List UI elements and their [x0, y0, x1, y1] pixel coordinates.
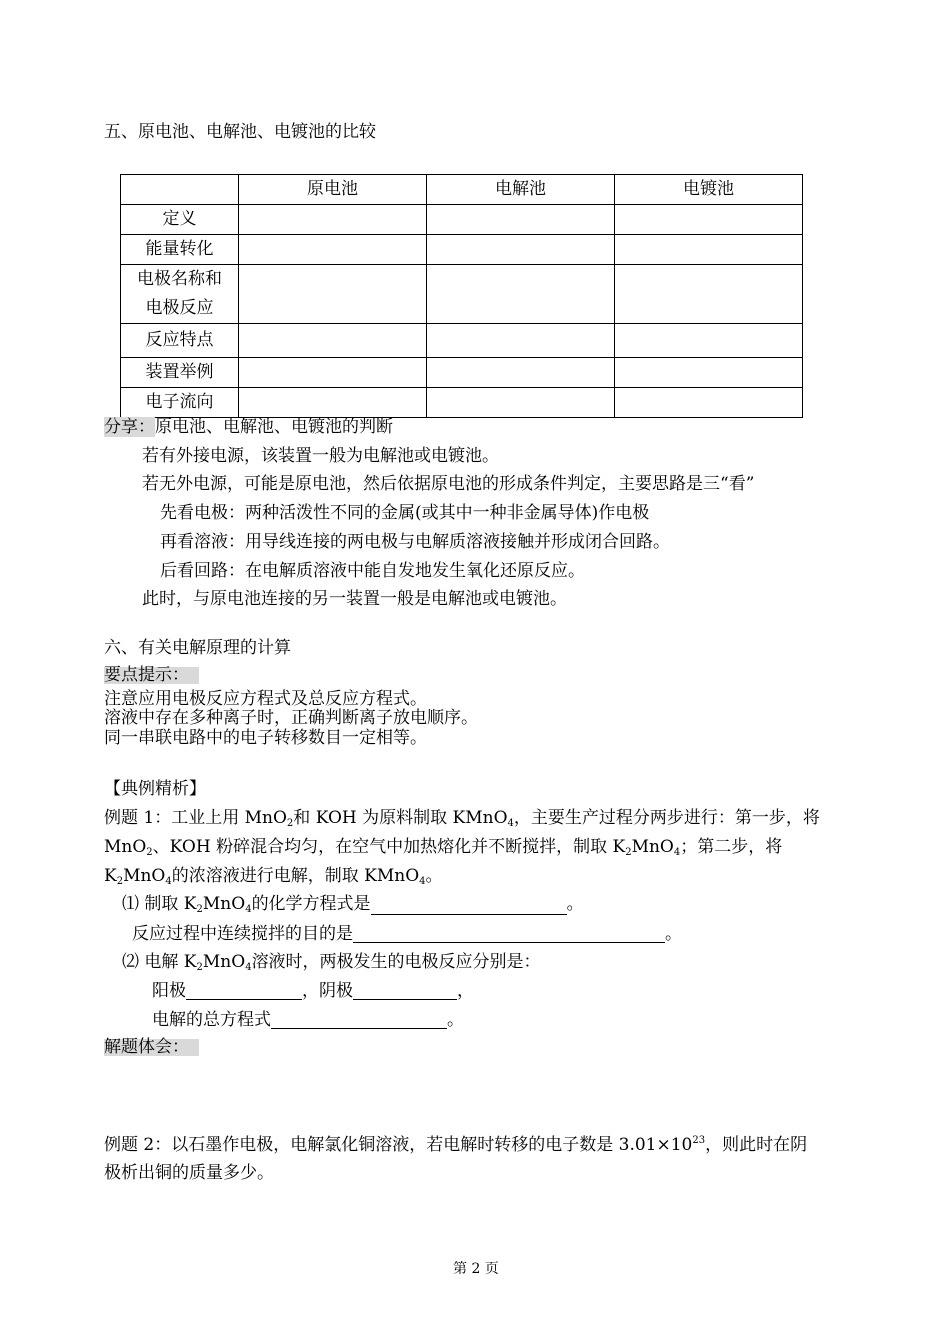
text: ，: [302, 981, 319, 1001]
text: MnO: [631, 837, 674, 857]
table-cell: [615, 324, 803, 358]
share-text-5: 后看回路：在电解质溶液中能自发地发生氧化还原反应。: [160, 561, 585, 581]
text: ，主要生产过程分两步进行：第一步，将: [513, 808, 820, 828]
examples-heading: 【典例精析】: [104, 779, 206, 799]
share-text-6: 此时，与原电池连接的另一装置一般是电解池或电镀池。: [142, 589, 567, 609]
table-header-row: [121, 175, 803, 205]
share-text-4: 再看溶液：用导线连接的两电极与电解质溶液接触并形成闭合回路。: [160, 532, 670, 552]
table-row: [121, 324, 803, 358]
answer-blank-total[interactable]: [271, 1011, 447, 1029]
subscript: 4: [419, 876, 426, 887]
table-cell: [615, 358, 803, 388]
subscript: 4: [245, 962, 252, 973]
ex1-total: [152, 1011, 464, 1029]
subscript: 4: [245, 904, 252, 915]
subscript: 2: [196, 904, 203, 915]
table-cell: [615, 388, 803, 418]
share-text-1: 若有外接电源，该装置一般为电解池或电镀池。: [142, 446, 499, 466]
text: 的浓溶液进行电解，制取 KMnO: [171, 866, 420, 886]
table-cell: [239, 358, 427, 388]
subscript: 4: [507, 818, 514, 829]
row-label-electrode: [121, 265, 239, 324]
comparison-table: [120, 174, 803, 418]
table-cell: [427, 358, 615, 388]
table-cell: [427, 265, 615, 324]
table-header-electrolytic: 电解池: [427, 175, 615, 205]
answer-blank-q1b[interactable]: [353, 925, 665, 943]
text: 溶液时，两极发生的电极反应分别是：: [251, 952, 541, 972]
table-row: [121, 235, 803, 265]
text: 。: [665, 924, 682, 944]
table-row: [121, 388, 803, 418]
table-row: [121, 358, 803, 388]
table-header-galvanic: 原电池: [239, 175, 427, 205]
answer-blank-q1[interactable]: [371, 897, 567, 915]
tip-1: 注意应用电极反应方程式及总反应方程式。: [104, 689, 427, 709]
text: 。: [566, 894, 584, 914]
table-cell: [615, 205, 803, 235]
table-cell: [615, 235, 803, 265]
ex1-question2: [122, 954, 541, 973]
text: MnO: [104, 837, 147, 857]
table-cell: [615, 265, 803, 324]
table-cell: [239, 265, 427, 324]
page-number: 第 2 页: [453, 1261, 499, 1277]
text: K: [104, 866, 117, 886]
text: 和 KOH 为原料制取 KMnO: [293, 808, 508, 828]
text: 的化学方程式是: [251, 894, 371, 914]
share-title: 原电池、电解池、电镀池的判断: [155, 417, 393, 437]
text: 例题 1：工业上用 MnO: [104, 808, 287, 828]
subscript: 2: [196, 962, 203, 973]
reflection-label: 解题体会：: [104, 1039, 199, 1056]
tip-3: 同一串联电路中的电子转移数目一定相等。: [104, 728, 427, 748]
share-text-2: 若无外电源，可能是原电池，然后依据原电池的形成条件判定，主要思路是三“看”: [142, 474, 755, 494]
row-label-definition: 定义: [121, 205, 239, 235]
table-cell: [427, 324, 615, 358]
table-header-empty: [121, 175, 239, 205]
table-cell: [427, 235, 615, 265]
text: 阳极: [152, 981, 186, 1001]
text: ；第二步，将: [680, 837, 783, 857]
text: ，: [457, 981, 474, 1001]
text: MnO: [202, 952, 246, 972]
tip-2: 溶液中存在多种离子时，正确判断离子放电顺序。: [104, 708, 478, 728]
table-cell: [239, 235, 427, 265]
text: ⑴ 制取 K: [122, 894, 197, 914]
ex1-line1: [104, 810, 820, 829]
subscript: 4: [165, 876, 172, 887]
subscript: 4: [673, 847, 681, 858]
text: MnO: [123, 866, 166, 886]
ex2-line1: [104, 1136, 807, 1154]
subscript: 2: [625, 847, 632, 858]
table-cell: [239, 205, 427, 235]
text: 例题 2：以石墨作电极，电解氯化铜溶液，若电解时转移的电子数是 3.01×10: [104, 1135, 693, 1155]
table-cell: [427, 388, 615, 418]
table-cell: [427, 205, 615, 235]
tips-label: 要点提示：: [104, 667, 199, 684]
share-label: 分享：: [104, 417, 155, 437]
subscript: 2: [116, 876, 124, 887]
share-text-3: 先看电极：两种活泼性不同的金属(或其中一种非金属导体)作电极: [160, 503, 650, 523]
ex2-line2: 极析出铜的质量多少。: [104, 1163, 274, 1183]
table-header-electroplating: 电镀池: [615, 175, 803, 205]
row-label-features: 反应特点: [121, 324, 239, 358]
text: 、KOH 粉碎混合均匀，在空气中加热熔化并不断搅拌，制取 K: [152, 837, 626, 857]
row-label-energy: 能量转化: [121, 235, 239, 265]
text: 阴极: [319, 981, 353, 1001]
subscript: 2: [146, 847, 153, 858]
row-label-electrode-line2: 电极反应: [145, 298, 214, 318]
share-line: [104, 419, 393, 436]
row-label-examples: 装置举例: [121, 358, 239, 388]
table-cell: [239, 324, 427, 358]
table-row: [121, 205, 803, 235]
row-label-electrode-line1: 电极名称和: [137, 269, 222, 289]
ex1-question1b: [132, 925, 682, 943]
text: MnO: [202, 894, 246, 914]
ex1-electrodes: [152, 982, 474, 1000]
subscript: 2: [286, 818, 294, 829]
answer-blank-anode[interactable]: [186, 982, 302, 1000]
answer-blank-cathode[interactable]: [353, 982, 457, 1000]
table-row: [121, 265, 803, 324]
text: 反应过程中连续搅拌的目的是: [132, 924, 353, 944]
ex1-line2: [104, 839, 782, 858]
ex1-line3: [104, 868, 443, 887]
text: ，则此时在阴: [705, 1135, 808, 1155]
superscript: 23: [692, 1135, 706, 1146]
section5-title: 五、原电池、电解池、电镀池的比较: [104, 122, 376, 142]
text: 。: [447, 1010, 464, 1030]
text: ⑵ 电解 K: [122, 952, 197, 972]
row-label-electron-flow: 电子流向: [121, 388, 239, 418]
section6-title: 六、有关电解原理的计算: [104, 638, 291, 658]
table-cell: [239, 388, 427, 418]
text: 。: [425, 866, 443, 886]
ex1-question1: [122, 896, 584, 915]
text: 电解的总方程式: [152, 1010, 271, 1030]
